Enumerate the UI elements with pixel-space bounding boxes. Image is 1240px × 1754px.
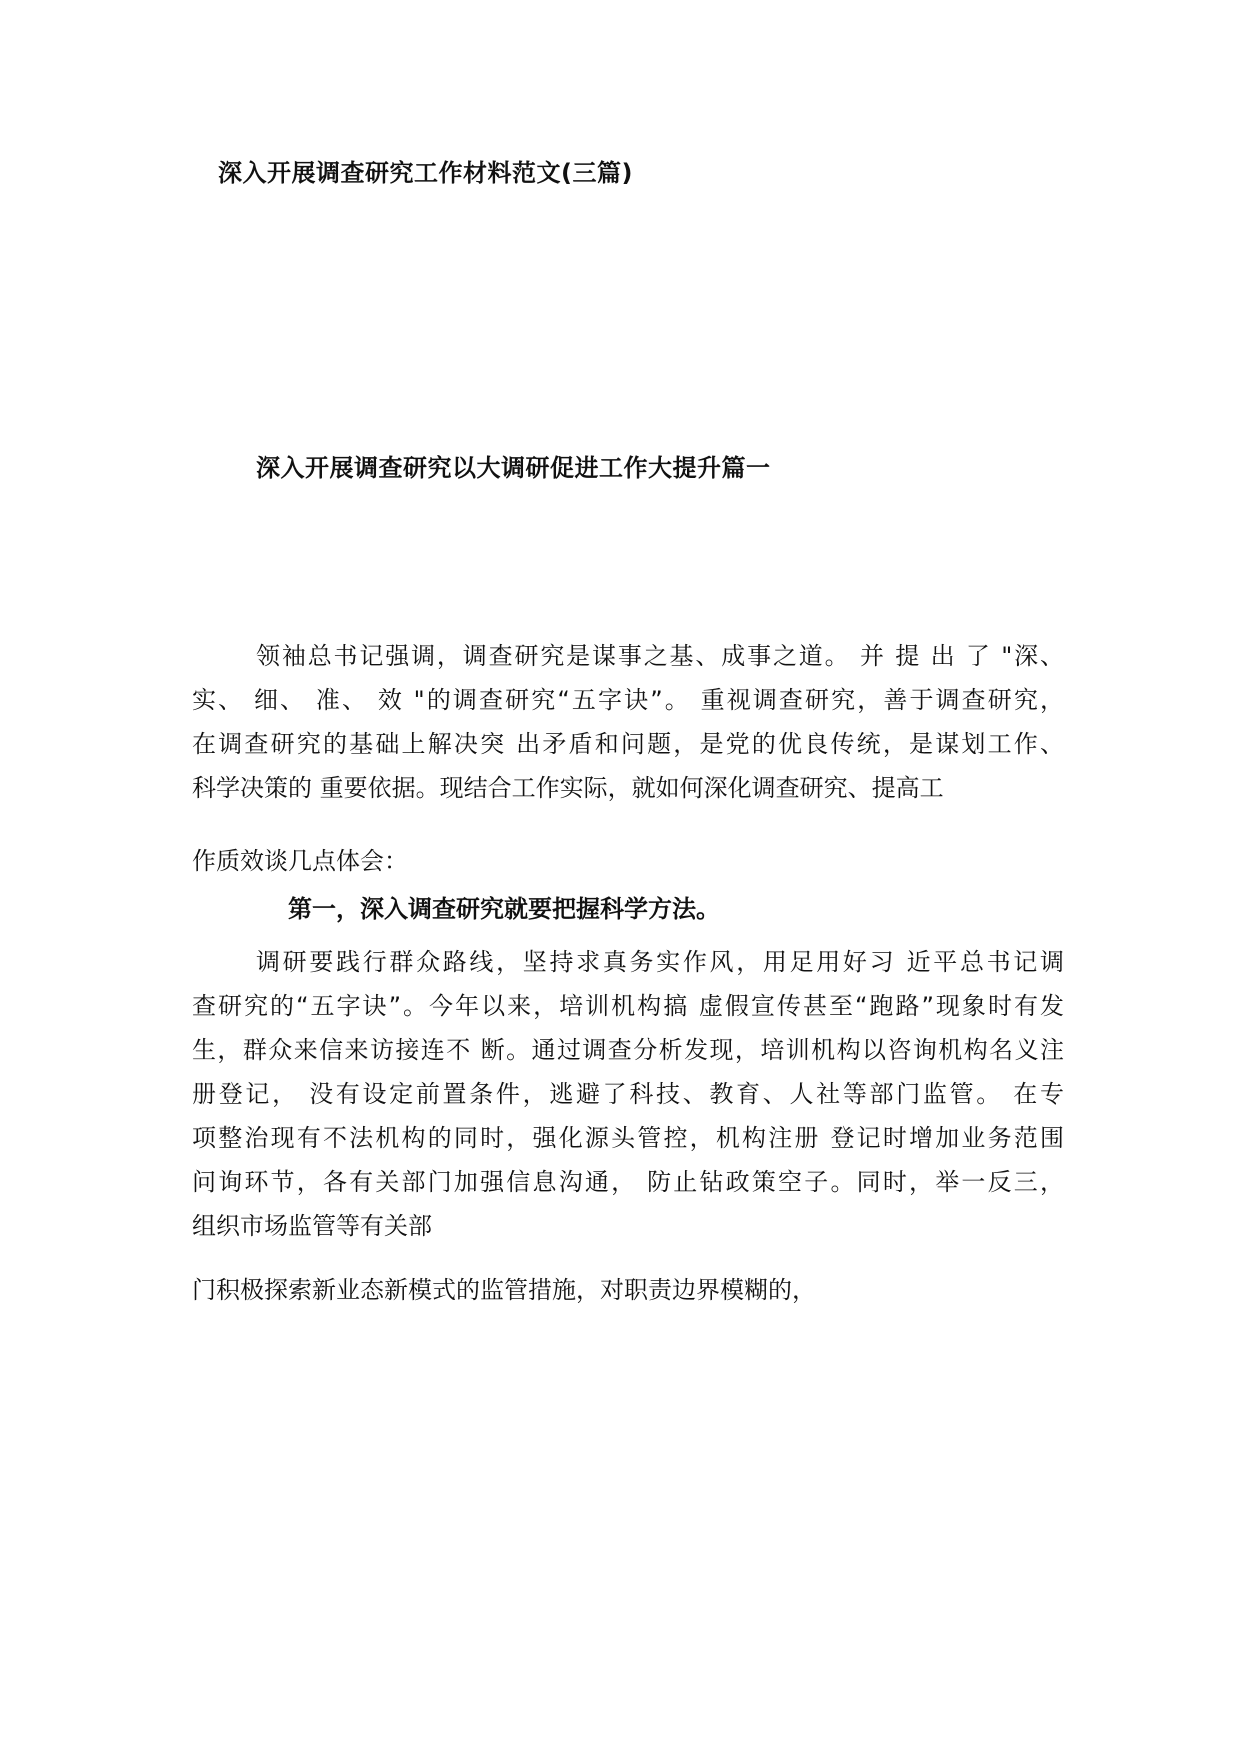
section-heading: 深入开展调查研究以大调研促进工作大提升篇一 [256,454,771,482]
paragraph-line: 在调查研究的基础上解决突 出矛盾和问题，是党的优良传统，是谋划工作、 [192,730,1064,758]
paragraph-line: 门积极探索新业态新模式的监管措施，对职责边界模糊的， [192,1276,816,1304]
paragraph-2 [192,940,1064,1248]
paragraph-line: 问询环节，各有关部门加强信息沟通， 防止钻政策空子。同时，举一反三， [192,1168,1064,1196]
paragraph-line: 查研究的“五字诀”。今年以来，培训机构搞 虚假宣传甚至“跑路”现象时有发 [192,992,1064,1020]
point-heading: 第一，深入调查研究就要把握科学方法。 [288,895,720,923]
paragraph-line: 领袖总书记强调，调查研究是谋事之基、成事之道。 并 提 出 了 "深、 [256,642,1064,670]
paragraph-line: 实、 细、 准、 效 "的调查研究“五字诀”。 重视调查研究，善于调查研究， [192,686,1064,714]
paragraph-line: 科学决策的 重要依据。现结合工作实际，就如何深化调查研究、提高工 [192,774,944,802]
paragraph-line: 生，群众来信来访接连不 断。通过调查分析发现，培训机构以咨询机构名义注 [192,1036,1064,1064]
paragraph-2-continuation [192,1268,1064,1312]
paragraph-1 [192,634,1064,810]
paragraph-line: 作质效谈几点体会： [192,847,408,875]
paragraph-line: 组织市场监管等有关部 [192,1212,432,1240]
paragraph-line: 册登记， 没有设定前置条件，逃避了科技、教育、人社等部门监管。 在专 [192,1080,1064,1108]
document-title: 深入开展调查研究工作材料范文(三篇) [218,159,633,187]
paragraph-1-continuation [192,839,1064,883]
paragraph-line: 项整治现有不法机构的同时，强化源头管控，机构注册 登记时增加业务范围 [192,1124,1064,1152]
paragraph-line: 调研要践行群众路线，坚持求真务实作风，用足用好习 近平总书记调 [256,948,1064,976]
